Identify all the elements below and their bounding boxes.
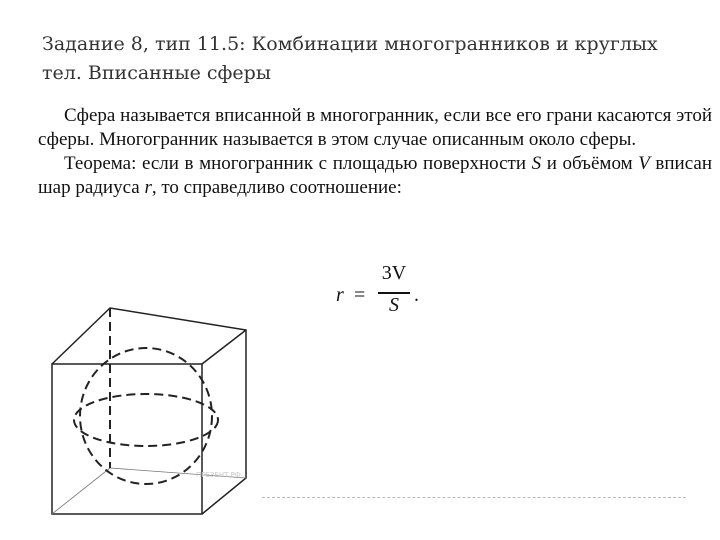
formula-equals: =	[354, 284, 366, 306]
watermark: ПРЕЗЕНТ.РФ	[196, 471, 241, 479]
theorem-text-3: вписан шар радиуса	[38, 153, 712, 198]
var-S: S	[531, 153, 542, 174]
cube-front-face	[52, 364, 202, 514]
slide-title: Задание 8, тип 11.5: Комбинации многогранников и круглых тел. Вписанные сферы	[42, 33, 658, 84]
definition-paragraph: Сфера называется вписанной в многогранник, если все его грани касаются этой сферы. Многогранник называется в этом случае описанным около сферы.	[38, 105, 712, 150]
body-text	[38, 104, 712, 200]
theorem-text-4: , то справедливо соотношение:	[151, 177, 402, 198]
theorem-paragraph	[38, 152, 712, 200]
formula-lhs: r	[336, 284, 344, 306]
cube-top-right-edge	[202, 330, 246, 364]
formula-denominator: S	[389, 294, 399, 316]
var-r: r	[144, 177, 152, 198]
footer-divider	[262, 497, 686, 498]
var-V: V	[638, 153, 650, 174]
formula-period: .	[414, 284, 419, 306]
cube-with-inscribed-sphere-figure	[36, 300, 266, 522]
theorem-text-1: Теорема: если в многогранник с площадью поверхности	[64, 153, 532, 174]
cube-hidden-edge-1	[52, 468, 110, 514]
theorem-text-2: и объёмом	[541, 153, 639, 174]
inscribed-sphere-outline	[80, 348, 212, 484]
formula-numerator: 3V	[381, 262, 407, 284]
sphere-equator	[74, 394, 218, 446]
